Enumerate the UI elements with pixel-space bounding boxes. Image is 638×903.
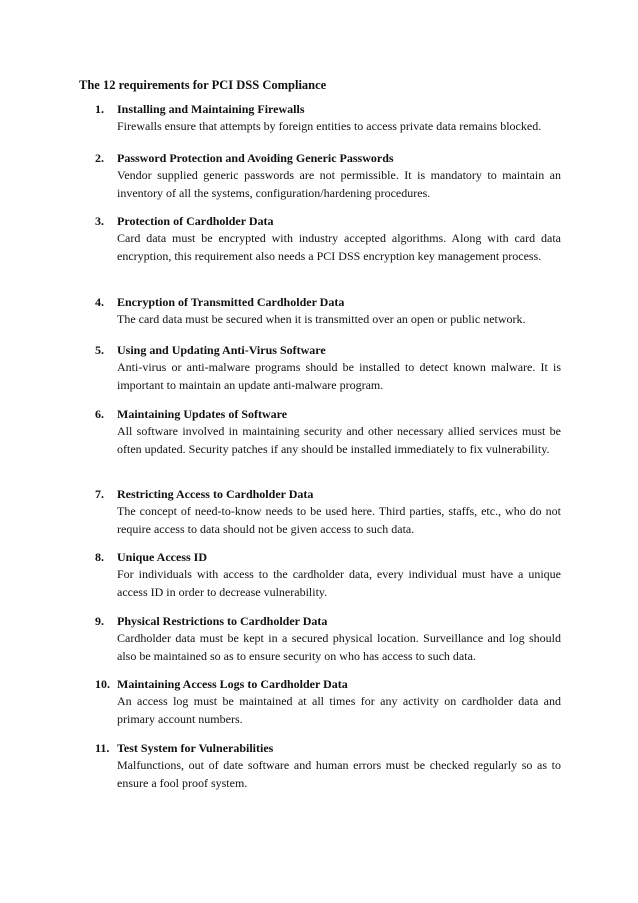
- requirement-body: An access log must be maintained at all times for any activity on cardholder data and primary account numbers.: [117, 694, 561, 726]
- requirement-heading: Encryption of Transmitted Cardholder Data: [117, 295, 345, 309]
- requirement-body: Cardholder data must be kept in a secured physical location. Surveillance and log should also be maintained so as to ensure security on who has access to such data.: [117, 631, 561, 663]
- requirement-heading: Password Protection and Avoiding Generic Passwords: [117, 151, 394, 165]
- requirement-number: 2.: [95, 151, 104, 165]
- requirement-heading: Unique Access ID: [117, 550, 208, 564]
- requirement-number: 8.: [95, 550, 104, 564]
- requirement-number: 5.: [95, 343, 104, 357]
- requirement-heading: Installing and Maintaining Firewalls: [117, 102, 305, 116]
- requirement-body: Malfunctions, out of date software and human errors must be checked regularly so as to ensure a fool proof system.: [117, 758, 561, 790]
- requirement-number: 7.: [95, 487, 104, 501]
- requirement-body: The concept of need-to-know needs to be used here. Third parties, staffs, etc., who do not require access to data should not be given access to such data.: [117, 504, 561, 536]
- requirement-heading: Protection of Cardholder Data: [117, 214, 274, 228]
- requirement-number: 1.: [95, 102, 104, 116]
- requirement-heading: Test System for Vulnerabilities: [117, 741, 274, 755]
- requirement-number: 9.: [95, 614, 104, 628]
- requirement-number: 3.: [95, 214, 104, 228]
- requirement-body: Anti-virus or anti-malware programs should be installed to detect known malware. It is important to maintain an update anti-malware program.: [117, 360, 561, 392]
- requirement-body: All software involved in maintaining security and other necessary allied services must be often updated. Security patches if any should be installed immediately to fix vulnerability.: [117, 424, 561, 456]
- requirement-body: Card data must be encrypted with industry accepted algorithms. Along with card data encryption, this requirement also needs a PCI DSS encryption key management process.: [117, 231, 561, 263]
- requirement-body: Vendor supplied generic passwords are not permissible. It is mandatory to maintain an inventory of all the systems, configuration/hardening procedures.: [117, 168, 561, 200]
- requirement-body: Firewalls ensure that attempts by foreign entities to access private data remains blocked.: [117, 119, 542, 133]
- requirement-body: For individuals with access to the cardholder data, every individual must have a unique access ID in order to decrease vulnerability.: [117, 567, 561, 599]
- requirement-heading: Physical Restrictions to Cardholder Data: [117, 614, 328, 628]
- requirement-number: 4.: [95, 295, 104, 309]
- requirement-number: 11.: [95, 741, 110, 755]
- document-title: The 12 requirements for PCI DSS Compliance: [79, 78, 327, 92]
- requirement-number: 6.: [95, 407, 104, 421]
- requirement-heading: Restricting Access to Cardholder Data: [117, 487, 314, 501]
- requirement-heading: Maintaining Access Logs to Cardholder Data: [117, 677, 348, 691]
- requirement-number: 10.: [95, 677, 110, 691]
- requirement-heading: Maintaining Updates of Software: [117, 407, 288, 421]
- requirement-heading: Using and Updating Anti-Virus Software: [117, 343, 326, 357]
- requirement-body: The card data must be secured when it is transmitted over an open or public network.: [117, 312, 526, 326]
